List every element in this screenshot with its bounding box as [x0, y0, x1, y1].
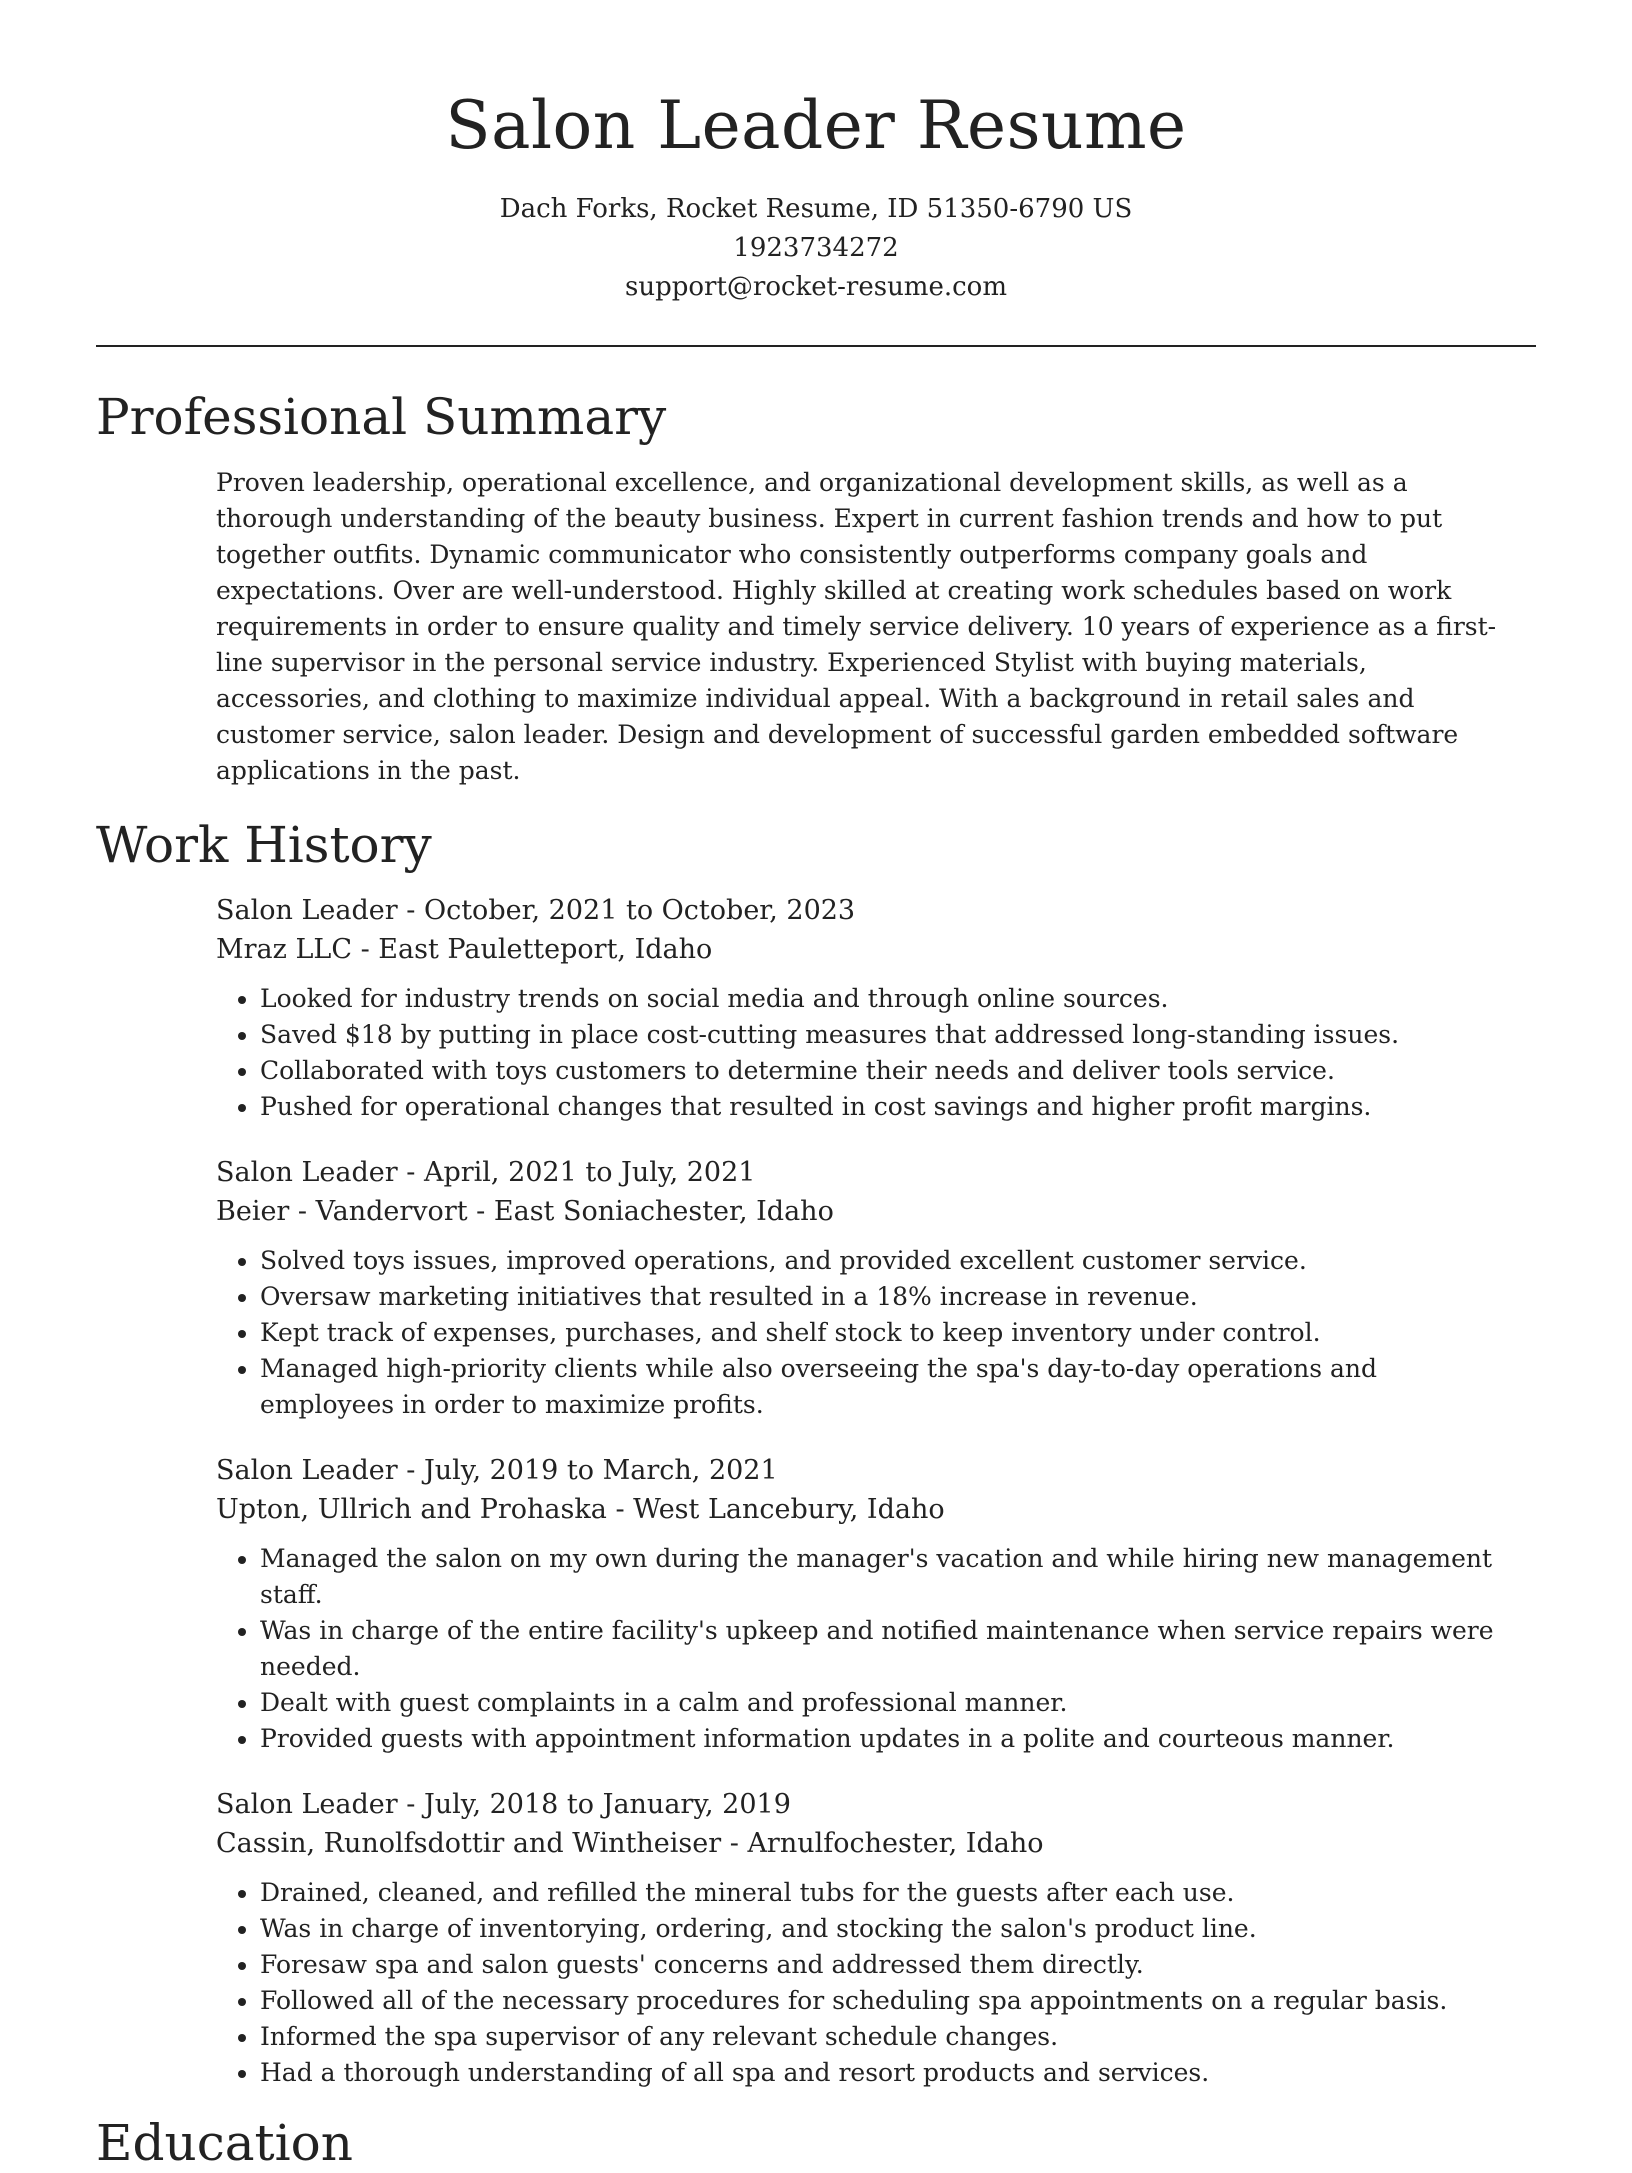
- header-divider: [96, 345, 1536, 347]
- job-bullet: • Solved toys issues, improved operations, and provided excellent customer service.: [260, 1243, 1516, 1279]
- job-entry: [216, 1451, 1516, 1757]
- job-dates: July, 2018 to January, 2019: [423, 1789, 791, 1820]
- job-bullet: • Had a thorough understanding of all spa and resort products and services.: [260, 2055, 1516, 2091]
- work-history-heading: Work History: [96, 816, 432, 874]
- job-title-line: Salon Leader - July, 2019 to March, 2021: [216, 1455, 778, 1486]
- job-location: East Pauletteport, Idaho: [378, 934, 713, 965]
- job-company: Upton, Ullrich and Prohaska: [216, 1494, 607, 1525]
- job-entry: [216, 1785, 1516, 2091]
- work-history-section: [216, 891, 1516, 2091]
- job-title-line: Salon Leader - October, 2021 to October, 2023: [216, 895, 856, 926]
- summary-heading: Professional Summary: [96, 388, 667, 446]
- job-company-line: Cassin, Runolfsdottir and Wintheiser - Arnulfochester, Idaho: [216, 1828, 1044, 1859]
- job-bullet: • Was in charge of the entire facility's upkeep and notified maintenance when service repairs were needed.: [260, 1613, 1516, 1685]
- job-bullet: • Managed the salon on my own during the manager's vacation and while hiring new management staff.: [260, 1541, 1516, 1613]
- job-bullet: • Provided guests with appointment information updates in a polite and courteous manner.: [260, 1721, 1516, 1757]
- job-bullet: • Dealt with guest complaints in a calm and professional manner.: [260, 1685, 1516, 1721]
- job-title: Salon Leader: [216, 1455, 398, 1486]
- job-bullets: [216, 1875, 1516, 2091]
- job-bullet: • Collaborated with toys customers to determine their needs and deliver tools service.: [260, 1053, 1516, 1089]
- job-bullet: • Saved $18 by putting in place cost-cutting measures that addressed long-standing issues.: [260, 1017, 1516, 1053]
- job-location: Arnulfochester, Idaho: [747, 1828, 1044, 1859]
- summary-text: Proven leadership, operational excellence, and organizational development skills, as well as a thorough understanding of the beauty business. Expert in current fashion trends and how to put together outfits. Dynamic communicator who consistently outperforms company goals and expectations. Over are well-understood. Highly skilled at creating work schedules based on work requirements in order to ensure quality and timely service delivery. 10 years of experience as a first-line supervisor in the personal service industry. Experienced Stylist with buying materials, accessories, and clothing to maximize individual appeal. With a background in retail sales and customer service, salon leader. Design and development of successful garden embedded software applications in the past.: [216, 468, 1497, 785]
- education-heading: Education: [96, 2114, 353, 2172]
- summary-section: [216, 465, 1516, 789]
- job-dates: October, 2021 to October, 2023: [423, 895, 856, 926]
- job-location: West Lancebury, Idaho: [633, 1494, 945, 1525]
- job-title: Salon Leader: [216, 1789, 398, 1820]
- job-dates: July, 2019 to March, 2021: [423, 1455, 778, 1486]
- job-company-line: Beier - Vandervort - East Soniachester, Idaho: [216, 1196, 834, 1227]
- job-bullets: [216, 1541, 1516, 1757]
- job-title-line: Salon Leader - April, 2021 to July, 2021: [216, 1157, 756, 1188]
- job-bullet: • Followed all of the necessary procedures for scheduling spa appointments on a regular basis.: [260, 1983, 1516, 2019]
- job-title: Salon Leader: [216, 1157, 398, 1188]
- job-entry: [216, 891, 1516, 1125]
- job-company: Beier - Vandervort: [216, 1196, 468, 1227]
- job-bullets: [216, 1243, 1516, 1423]
- job-dates: April, 2021 to July, 2021: [423, 1157, 756, 1188]
- job-bullet: • Managed high-priority clients while also overseeing the spa's day-to-day operations and employees in order to maximize profits.: [260, 1351, 1516, 1423]
- job-bullet: • Informed the spa supervisor of any relevant schedule changes.: [260, 2019, 1516, 2055]
- job-company: Mraz LLC: [216, 934, 352, 965]
- job-company-line: Upton, Ullrich and Prohaska - West Lancebury, Idaho: [216, 1494, 945, 1525]
- job-title: Salon Leader: [216, 895, 398, 926]
- job-bullets: [216, 981, 1516, 1125]
- job-bullet: • Kept track of expenses, purchases, and shelf stock to keep inventory under control.: [260, 1315, 1516, 1351]
- job-company-line: Mraz LLC - East Pauletteport, Idaho: [216, 934, 713, 965]
- job-company: Cassin, Runolfsdottir and Wintheiser: [216, 1828, 722, 1859]
- job-bullet: • Oversaw marketing initiatives that resulted in a 18% increase in revenue.: [260, 1279, 1516, 1315]
- job-bullet: • Drained, cleaned, and refilled the mineral tubs for the guests after each use.: [260, 1875, 1516, 1911]
- job-title-line: Salon Leader - July, 2018 to January, 2019: [216, 1789, 791, 1820]
- contact-info: [96, 190, 1536, 307]
- job-location: East Soniachester, Idaho: [493, 1196, 834, 1227]
- contact-address: Dach Forks, Rocket Resume, ID 51350-6790 US: [499, 194, 1133, 224]
- resume-title: Salon Leader Resume: [445, 87, 1187, 164]
- job-bullet: • Looked for industry trends on social media and through online sources.: [260, 981, 1516, 1017]
- contact-phone: 1923734272: [733, 233, 899, 263]
- contact-email: support@rocket-resume.com: [624, 272, 1007, 302]
- job-bullet: • Was in charge of inventorying, ordering, and stocking the salon's product line.: [260, 1911, 1516, 1947]
- resume-header: [96, 0, 1536, 307]
- job-bullet: • Foresaw spa and salon guests' concerns and addressed them directly.: [260, 1947, 1516, 1983]
- job-bullet: • Pushed for operational changes that resulted in cost savings and higher profit margins.: [260, 1089, 1516, 1125]
- job-entry: [216, 1153, 1516, 1423]
